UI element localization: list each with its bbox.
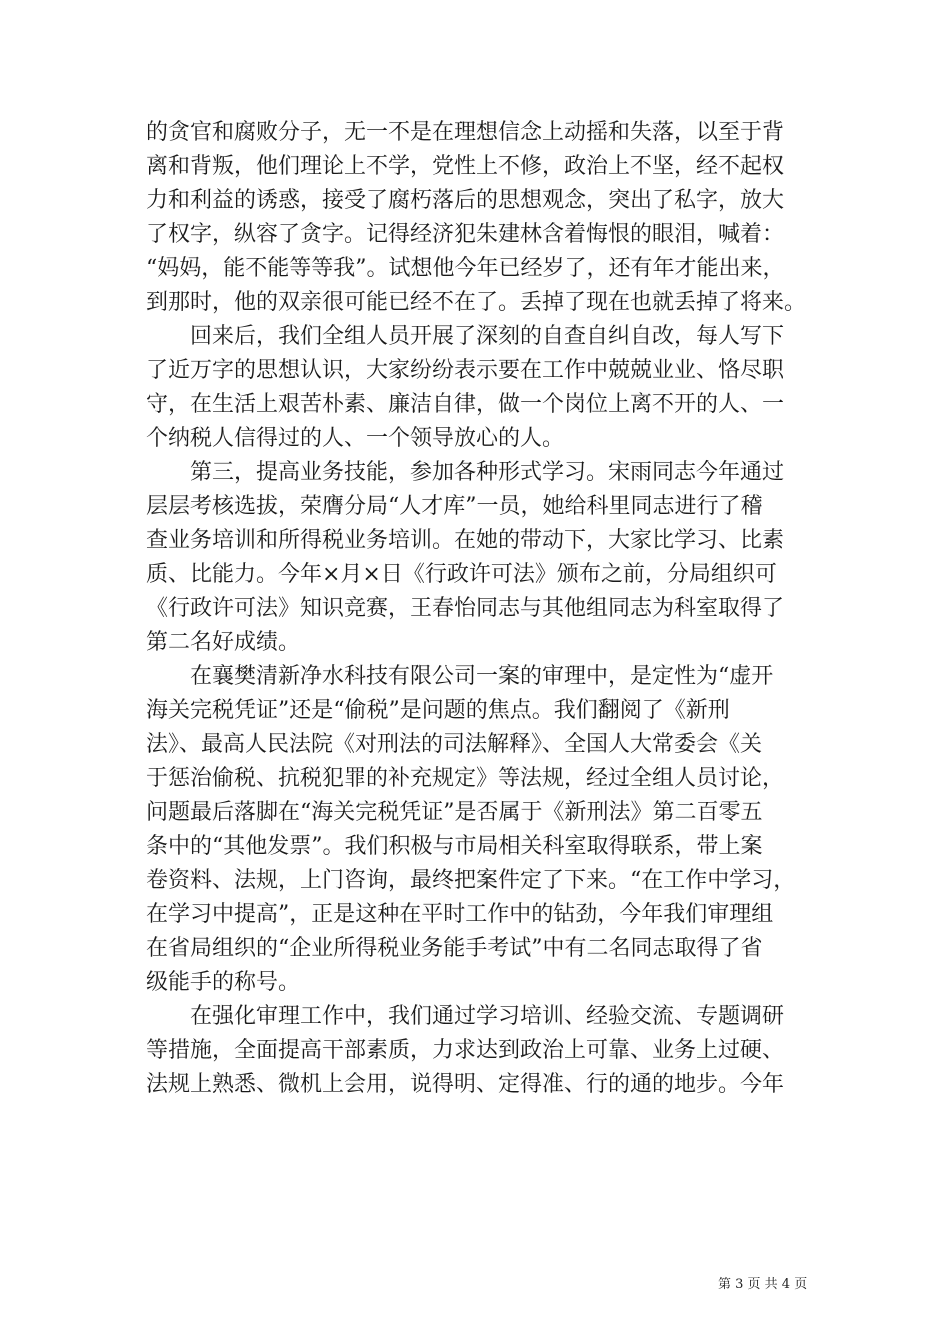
text-line: 卷资料、法规，上门咨询，最终把案件定了下来。“在工作中学习， [146, 868, 796, 893]
text-line: 了权字，纵容了贪字。记得经济犯朱建林含着悔恨的眼泪，喊着： [146, 222, 785, 247]
text-line: 级能手的称号。 [146, 970, 301, 995]
text-line: 回来后，我们全组人员开展了深刻的自查自纠自改，每人写下 [190, 324, 785, 349]
text-line: 问题最后落脚在“海关完税凭证”是否属于《新刑法》第二百零五 [146, 800, 763, 825]
text-line: 于惩治偷税、抗税犯罪的补充规定》等法规，经过全组人员讨论， [146, 766, 785, 791]
page-number-footer: 第 3 页 共 4 页 [718, 1277, 808, 1292]
text-line: 法规上熟悉、微机上会用，说得明、定得准、行的通的地步。今年 [146, 1072, 785, 1097]
text-line: 质、比能力。今年×月×日《行政许可法》颁布之前，分局组织可 [146, 562, 777, 587]
text-line: 到那时，他的双亲很可能已经不在了。丢掉了现在也就丢掉了将来。 [146, 290, 807, 315]
text-line: 查业务培训和所得税业务培训。在她的带动下，大家比学习、比素 [146, 528, 785, 553]
text-line: 个纳税人信得过的人、一个领导放心的人。 [146, 426, 565, 451]
text-line: 守，在生活上艰苦朴素、廉洁自律，做一个岗位上离不开的人、一 [146, 392, 785, 417]
text-line: 在学习中提高”，正是这种在平时工作中的钻劲，今年我们审理组 [146, 902, 774, 927]
text-line: 第三，提高业务技能，参加各种形式学习。宋雨同志今年通过 [190, 460, 785, 485]
text-line: 海关完税凭证”还是“偷税”是问题的焦点。我们翻阅了《新刑 [146, 698, 730, 723]
text-line: 层层考核选拔，荣膺分局“人才库”一员，她给科里同志进行了稽 [146, 494, 763, 519]
text-line: 在省局组织的“企业所得税业务能手考试”中有二名同志取得了省 [146, 936, 763, 961]
text-line: 力和利益的诱惑，接受了腐朽落后的思想观念，突出了私字，放大 [146, 188, 785, 213]
paragraph-5 [146, 1000, 816, 1102]
document-body [146, 116, 816, 1102]
text-line: 条中的“其他发票”。我们积极与市局相关科室取得联系，带上案 [146, 834, 763, 859]
paragraph-2 [146, 320, 816, 456]
text-line: 等措施，全面提高干部素质，力求达到政治上可靠、业务上过硬、 [146, 1038, 785, 1063]
text-line: 在强化审理工作中，我们通过学习培训、经验交流、专题调研 [190, 1004, 785, 1029]
text-line: 法》、最高人民法院《对刑法的司法解释》、全国人大常委会《关 [146, 732, 763, 757]
paragraph-4 [146, 660, 816, 1000]
text-line: 第二名好成绩。 [146, 630, 301, 655]
text-line: 在襄樊清新净水科技有限公司一案的审理中，是定性为“虚开 [190, 664, 774, 689]
text-line: “妈妈，能不能等等我”。试想他今年已经岁了，还有年才能出来， [146, 256, 785, 281]
paragraph-3 [146, 456, 816, 660]
text-line: 《行政许可法》知识竞赛，王春怡同志与其他组同志为科室取得了 [146, 596, 785, 621]
text-line: 离和背叛，他们理论上不学，党性上不修，政治上不坚，经不起权 [146, 154, 785, 179]
paragraph-1 [146, 116, 816, 320]
text-line: 的贪官和腐败分子，无一不是在理想信念上动摇和失落，以至于背 [146, 120, 785, 145]
text-line: 了近万字的思想认识，大家纷纷表示要在工作中兢兢业业、恪尽职 [146, 358, 785, 383]
